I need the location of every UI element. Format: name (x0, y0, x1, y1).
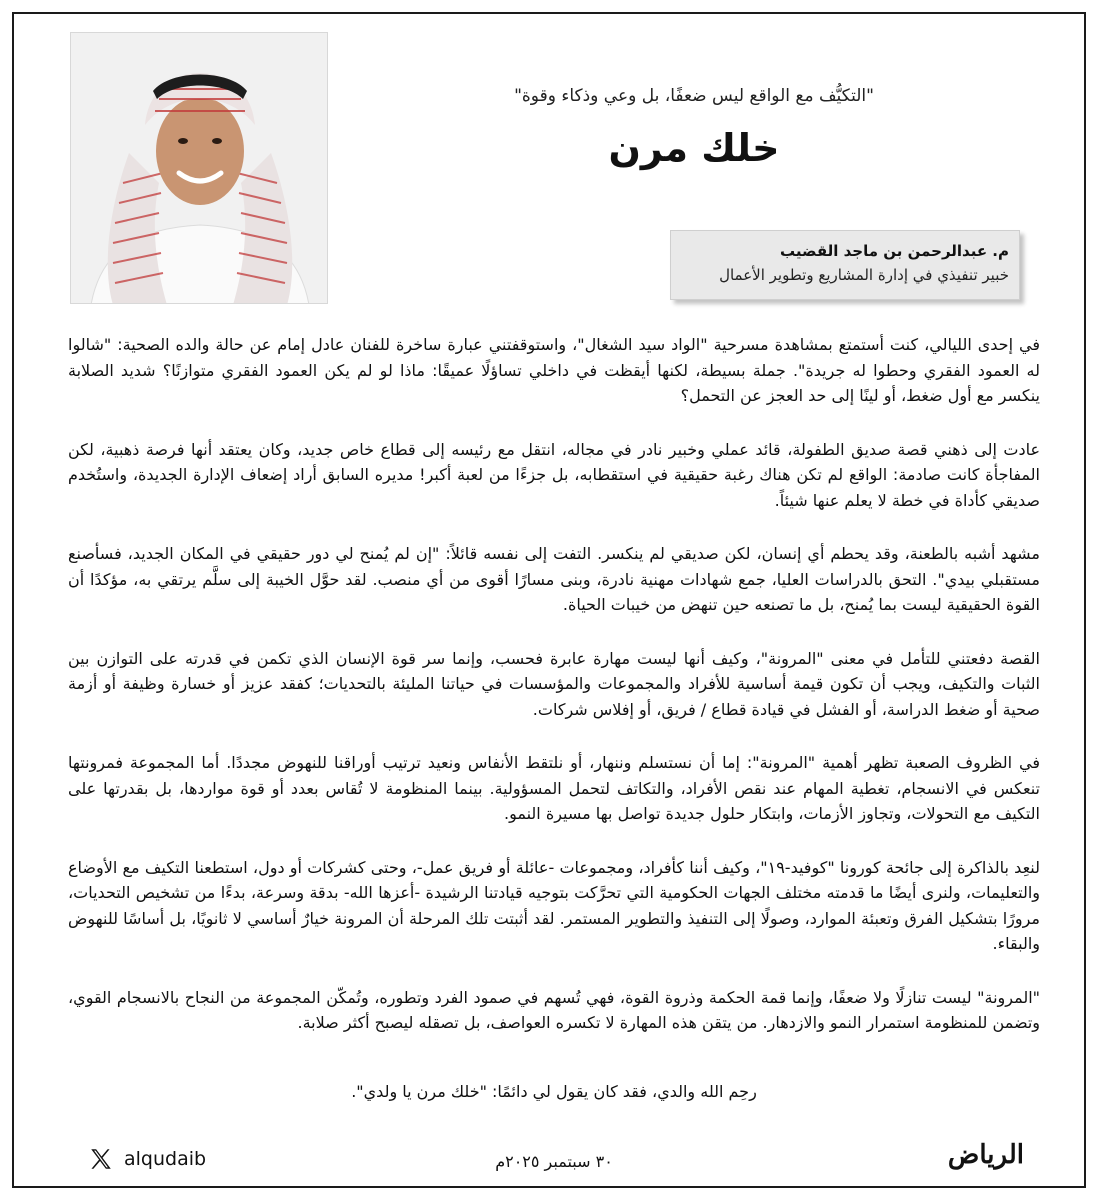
x-icon (88, 1146, 114, 1172)
social-handle-text: alqudaib (124, 1148, 207, 1170)
article-title: خلك مرن (608, 126, 780, 170)
article-paragraph: القصة دفعتني للتأمل في معنى "المرونة"، وكيف أنها ليست مهارة عابرة فحسب، وإنما سر قوة الإنسان الذي تكمن في قدرته على التوازن بين الثبات والتكيف، ويجب أن تكون قيمة أساسية للأفراد والمجموعات والمؤسسات في حياتنا المليئة بالتحديات؛ كفقد عزيز أو خسارة وظيفة أو أزمة صحية أو ضغط الدراسة، أو الفشل في قيادة قطاع / فريق، أو إفلاس شركات. (68, 648, 1040, 719)
article-paragraph: في الظروف الصعبة تظهر أهمية "المرونة": إما أن نستسلم وننهار، أو نلتقط الأنفاس ونعيد ترتيب أوراقنا للنهوض مجددًا. أما المجموعة فمرونتها تنعكس في الانسجام، تغطية المهام عند نقص الأفراد، والتكاتف لتحمل المسؤولية. بينما المنظومة لا تُقاس بعدد أو قوة مواردها، بل بقدرتها على التكيف مع التحولات، وتجاوز الأزمات، وابتكار حلول جديدة تواصل بها مسيرة النمو. (68, 753, 1040, 823)
closing-line: رحِم الله والدي، فقد كان يقول لي دائمًا: "خلك مرن يا ولدي". (351, 1082, 757, 1101)
article-paragraph: مشهد أشبه بالطعنة، وقد يحطم أي إنسان، لكن صديقي لم ينكسر. التفت إلى نفسه قائلاً: "إن لم يُمنح لي دور حقيقي في المكان الجديد، فسأصنع مستقبلي بيدي". التحق بالدراسات العليا، جمع شهادات مهنية نادرة، وبنى مسارًا أقوى من أي منصب. لقد حوَّل الخيبة إلى سلَّم يرتقي به، مؤكدًا أن القوة الحقيقية ليست بما يُمنح، بل ما تصنعه حين تنهض من خيبات الحياة. (68, 544, 1040, 614)
social-handle[interactable] (88, 1144, 206, 1174)
article-body (68, 332, 1040, 1064)
article-paragraph: "المرونة" ليست تنازلًا ولا ضعفًا، وإنما قمة الحكمة وذروة القوة، فهي تُسهم في صمود الفرد وتطوره، وتُمكّن المجموعة من النجاح بالانسجام القوي، وتضمن للمنظومة استمرار النمو والازدهار. من يتقن هذه المهارة لا تكسره العواصف، بل تصقله ليصبح أكثر صلابة. (68, 987, 1040, 1032)
article-page (12, 12, 1086, 1188)
author-name: م. عبدالرحمن بن ماجد القضيب (780, 242, 1009, 260)
author-role: خبير تنفيذي في إدارة المشاريع وتطوير الأعمال (719, 266, 1009, 284)
article-paragraph: لنعِد بالذاكرة إلى جائحة كورونا "كوفيد-١٩"، وكيف أننا كأفراد، ومجموعات -عائلة أو فريق عمل-، وحتى كشركات أو دول، استطعنا التكيف مع الأوضاع والتعليمات، ولنرى أيضًا ما قدمته مختلف الجهات الحكومية التي تحرَّكت بتوجيه قيادتنا الرشيدة -أعزها الله- بدقة وسرعة، بدءًا من تشخيص التحديات، مرورًا بتشكيل الفرق وتعبئة الموارد، وصولًا إلى التنفيذ والتطوير المستمر. لقد أثبتت تلك المرحلة أن المرونة خيارٌ أساسي لا ثانويًا، بل أساسًا للنهوض والبقاء. (68, 857, 1040, 953)
newspaper-logo: الرياض (947, 1140, 1024, 1170)
author-photo (70, 32, 328, 304)
headline-quote: "التكيُّف مع الواقع ليس ضعفًا، بل وعي وذكاء وقوة" (514, 86, 874, 106)
author-card (670, 230, 1020, 300)
publish-date: ٣٠ سبتمبر ٢٠٢٥م (495, 1152, 613, 1171)
article-paragraph: عادت إلى ذهني قصة صديق الطفولة، قائد عملي وخبير نادر في مجاله، انتقل مع رئيسه إلى قطاع خاص جديد، وكان يعتقد أنها فرصة ذهبية، لكن المفاجأة كانت صادمة: الواقع لم تكن هناك رغبة حقيقية في استقطابه، بل جزءًا من لعبة أكبر! مديره السابق أراد إضعاف الإدارة الجديدة، واستُخدم صديقي كأداة في خطة لا يعلم عنها شيئاً. (68, 439, 1040, 510)
author-portrait-image (71, 33, 328, 304)
article-paragraph: في إحدى الليالي، كنت أستمتع بمشاهدة مسرحية "الواد سيد الشغال"، واستوقفتني عبارة ساخرة للفنان عادل إمام عن حالة والده الصحية: "شالوا له العمود الفقري وحطوا له جريدة". جملة بسيطة، لكنها أيقظت في داخلي تساؤلًا عميقًا: ماذا لو لم يكن العمود الفقري متوازنًا؟ شديد الصلابة ينكسر مع أول ضغط، أو لينًا إلى حد العجز عن التحمل؟ (68, 335, 1040, 405)
